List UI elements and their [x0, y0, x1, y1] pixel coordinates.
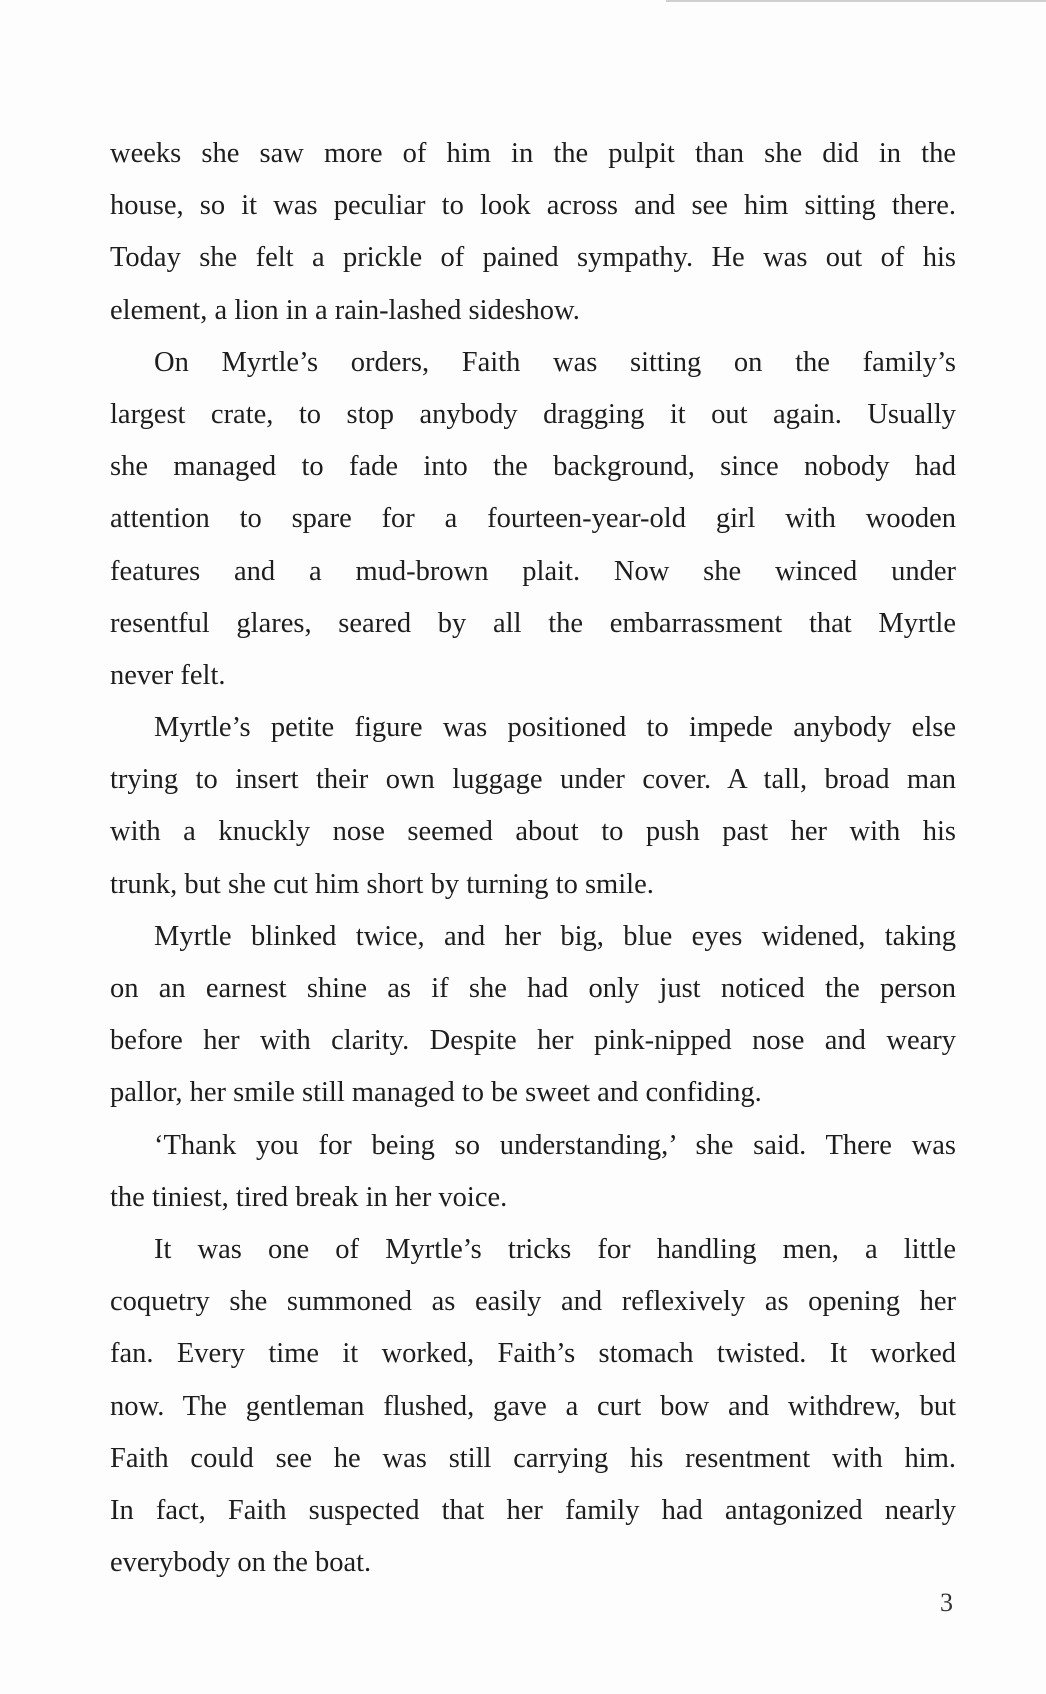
- text-line: house, so it was peculiar to look across and see him sitting there.: [110, 190, 956, 222]
- text-line: In fact, Faith suspected that her family had antagonized nearly: [110, 1494, 956, 1526]
- text-line: the tiniest, tired break in her voice.: [110, 1181, 508, 1213]
- text-line: Today she felt a prickle of pained sympathy. He was out of his: [110, 242, 956, 274]
- paragraph: [110, 702, 956, 911]
- text-line: trying to insert their own luggage under cover. A tall, broad man: [110, 764, 956, 796]
- text-line: features and a mud-brown plait. Now she winced under: [110, 555, 956, 587]
- text-line: Myrtle blinked twice, and her big, blue eyes widened, taking: [154, 920, 956, 952]
- text-line: now. The gentleman flushed, gave a curt bow and withdrew, but: [110, 1390, 956, 1422]
- text-line: on an earnest shine as if she had only just noticed the person: [110, 973, 956, 1004]
- text-line: It was one of Myrtle’s tricks for handling men, a little: [154, 1233, 956, 1265]
- text-line: with a knuckly nose seemed about to push past her with his: [110, 816, 956, 848]
- paragraph: [110, 337, 956, 702]
- text-line: Myrtle’s petite figure was positioned to impede anybody else: [154, 712, 956, 744]
- paragraph: [110, 1120, 956, 1224]
- text-line: trunk, but she cut him short by turning to smile.: [110, 868, 654, 900]
- text-line: largest crate, to stop anybody dragging it out again. Usually: [110, 398, 956, 430]
- text-line: she managed to fade into the background, since nobody had: [110, 451, 956, 483]
- text-line: everybody on the boat.: [110, 1547, 372, 1579]
- page-number: 3: [940, 1588, 953, 1617]
- text-line: pallor, her smile still managed to be sweet and confiding.: [110, 1077, 762, 1109]
- text-line: coquetry she summoned as easily and reflexively as opening her: [110, 1286, 956, 1318]
- text-line: On Myrtle’s orders, Faith was sitting on the family’s: [154, 346, 956, 378]
- page-edge-line: [666, 0, 1046, 2]
- body-text: [110, 128, 956, 1589]
- text-line: fan. Every time it worked, Faith’s stomach twisted. It worked: [110, 1338, 956, 1370]
- text-line: never felt.: [110, 659, 226, 691]
- text-line: before her with clarity. Despite her pink-nipped nose and weary: [110, 1025, 956, 1057]
- paragraph: [110, 1224, 956, 1589]
- paragraph: [110, 128, 956, 337]
- text-line: attention to spare for a fourteen-year-old girl with wooden: [110, 503, 956, 535]
- paragraph: [110, 911, 956, 1120]
- text-line: ‘Thank you for being so understanding,’ she said. There was: [154, 1129, 956, 1161]
- text-line: resentful glares, seared by all the embarrassment that Myrtle: [110, 607, 956, 639]
- text-line: element, a lion in a rain-lashed sideshow.: [110, 294, 580, 326]
- text-line: weeks she saw more of him in the pulpit than she did in the: [110, 138, 956, 169]
- text-line: Faith could see he was still carrying his resentment with him.: [110, 1442, 956, 1474]
